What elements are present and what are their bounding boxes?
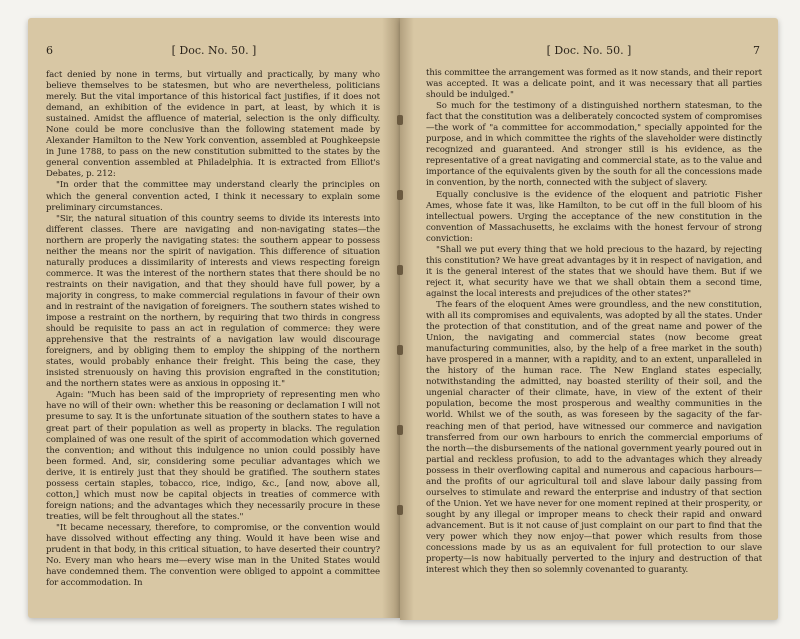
right-page xyxy=(400,18,778,620)
page-number: 7 xyxy=(753,44,760,57)
right-page-body xyxy=(426,68,762,576)
paragraph: fact denied by none in terms, but virtually and practically, by many who believe themselves to be statesmen, but who are nevertheless, politicians merely. But the vital importance of this historical fact justifies, if it does not demand, an exhibition of the evidence in part, at least, by which it is sustained. Amidst the affluence of material, selection is the only difficulty. None could be more conclusive than the following statement made by Alexander Hamilton to the New York convention, assembled at Poughkeepsie in June 1788, to pass on the new constitution submitted to the states by the general convention assembled at Philadelphia. It is extracted from Elliot's Debates, p. 212: xyxy=(46,70,380,180)
paragraph: this committee the arrangement was formed as it now stands, and their report was accepted. It was a delicate point, and it was necessary that all parties should be indulged." xyxy=(426,68,762,101)
paragraph: "It became necessary, therefore, to compromise, or the convention would have dissolved without effecting any thing. Would it have been wise and prudent in that body, in this critical situation, to have deserted their country? No. Every man who hears me—every wise man in the United States would have condemned them. The convention were obliged to appoint a committee for accommodation. In xyxy=(46,522,380,589)
paragraph: "Shall we put every thing that we hold precious to the hazard, by rejecting this constitution? We have great advantages by it in respect of navigation, and it is the general interest of the states that we should have them. But if we reject it, what security have we that we shall obtain them a second time, against the local interests and prejudices of the other states?" xyxy=(426,244,762,299)
binding-stitch xyxy=(397,190,403,200)
binding-stitch xyxy=(397,115,403,125)
binding-stitch xyxy=(397,265,403,275)
paragraph: "In order that the committee may understand clearly the principles on which the general convention acted, I think it necessary to explain some preliminary circumstances. xyxy=(46,180,380,213)
binding-stitch xyxy=(397,345,403,355)
paragraph: Again: "Much has been said of the impropriety of representing men who have no will of their own: whether this be reasoning or declamation I will not presume to say. It is the unfortunate situation of the southern states to have a great part of their population as well as property in blacks. The regulation complained of was one result of the spirit of accommodation which governed the convention; and without this indulgence no union could possibly have been formed. And, sir, considering some peculiar advantages which we derive, it is entirely just that they should be gratified. The southern states possess certain staples, tobacco, rice, indigo, &c., [and now, above all, cotton,] which must now be capital objects in treaties of commerce with foreign nations; and the advantages which they necessarily procure in these treaties, will be felt throughout all the states." xyxy=(46,390,380,522)
binding-stitch xyxy=(397,425,403,435)
left-page-body xyxy=(46,70,380,589)
right-page-header xyxy=(418,44,760,60)
paragraph: So much for the testimony of a distinguished northern statesman, to the fact that the constitution was a deliberately concocted system of compromises—the work of "a committee for accommodation," specially appointed for the purpose, and in which committee the rights of the slaveholder were distinctly recognized and guaranteed. And stronger still is his evidence, as the representative of a great navigating and commercial state, as to the value and importance of the equivalents given by the south for all the concessions made in convention, by the north, connected with the subject of slavery. xyxy=(426,101,762,189)
left-page xyxy=(28,18,400,618)
doc-label: [ Doc. No. 50. ] xyxy=(171,44,257,57)
paragraph: Equally conclusive is the evidence of the eloquent and patriotic Fisher Ames, whose fate it was, like Hamilton, to be cut off in the full bloom of his intellectual powers. Urging the acceptance of the new constitution in the convention of Massachusetts, he exclaims with the honest fervour of strong conviction: xyxy=(426,189,762,244)
paragraph: "Sir, the natural situation of this country seems to divide its interests into different classes. There are navigating and non-navigating states—the northern are properly the navigating states: the southern appear to possess neither the means nor the spirit of navigation. This difference of situation naturally produces a dissimilarity of interests and views respecting foreign commerce. It was the interest of the northern states that there should be no restraints on their navigation, and that they should have full power, by a majority in congress, to make commercial regulations in favour of their own and in restraint of the navigation of foreigners. The southern states wished to impose a restraint on the northern, by requiring that two thirds in congress should be requisite to pass an act in regulation of commerce: they were apprehensive that the restraints of a navigation law would discourage foreigners, and by obliging them to employ the shipping of the northern states, would probably enhance their freight. This being the case, they insisted strenuously on having this provision engrafted in the constitution; and the northern states were as anxious in opposing it." xyxy=(46,213,380,390)
binding-stitch xyxy=(397,505,403,515)
left-page-header xyxy=(46,44,382,60)
doc-label: [ Doc. No. 50. ] xyxy=(546,44,632,57)
paragraph: The fears of the eloquent Ames were groundless, and the new constitution, with all its compromises and equivalents, was adopted by all the states. Under the protection of that constitution, and of the great name and power of the Union, the navigating and commercial states (now become great manufacturing communities, also, by the help of a free market in the south) have prospered in a manner, with a rapidity, and to an extent, unparalleled in the history of the human race. The New England states especially, notwithstanding the admitted, nay boasted sterility of their soil, and the ungenial character of their climate, have, in view of the extent of their population, become the most prosperous and wealthy communities in the world. Whilst we of the south, as was foreseen by the sagacity of the far-reaching men of that period, have witnessed our commerce and navigation transferred from our own harbours to enrich the commercial emporiums of the north—the disbursements of the national government yearly poured out in partial and reckless profusion, to add to the advantages which they already possess in their overflowing capital and numerous and capacious harbours—and the profits of our agricultural toil and slave labour daily passing from ourselves to stimulate and reward the enterprise and industry of that section of the Union. Yet we have never for one moment repined at their prosperity, or sought by any illegal or improper means to check their rapid and onward advancement. But is it not cause of just complaint on our part to find that the very power which they now enjoy—that power which results from those concessions made by us as an equivalent for full protection to our slave property—is now habitually perverted to the injury and destruction of that interest which they then so solemnly covenanted to guaranty. xyxy=(426,299,762,576)
page-number: 6 xyxy=(46,44,53,57)
